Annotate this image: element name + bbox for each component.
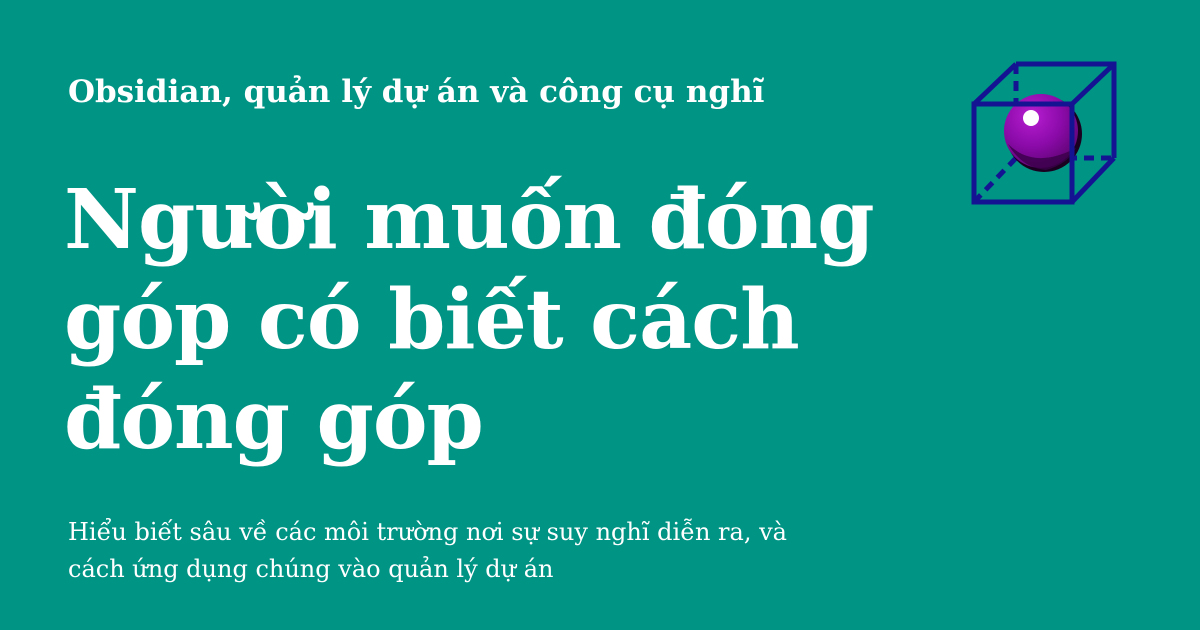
page-subtitle-line: Hiểu biết sâu về các môi trường nơi sự suy nghĩ diễn ra, và	[68, 518, 787, 546]
page-title-line: góp có biết cách	[64, 272, 799, 368]
page-title-line: đóng góp	[64, 372, 483, 468]
page-subtitle-line: cách ứng dụng chúng vào quản lý dự án	[68, 555, 554, 583]
cube-with-sphere-icon	[964, 52, 1128, 212]
page-title-line: Người muốn đóng	[64, 172, 874, 268]
page-title	[64, 170, 924, 470]
cube-edge	[1072, 64, 1114, 104]
cube-edge	[974, 64, 1016, 104]
site-kicker: Obsidian, quản lý dự án và công cụ nghĩ	[68, 74, 765, 110]
sphere-highlight	[1023, 110, 1039, 126]
page-subtitle	[68, 514, 968, 588]
cube-edge	[1072, 158, 1114, 202]
cube-hidden-edge	[974, 158, 1016, 202]
